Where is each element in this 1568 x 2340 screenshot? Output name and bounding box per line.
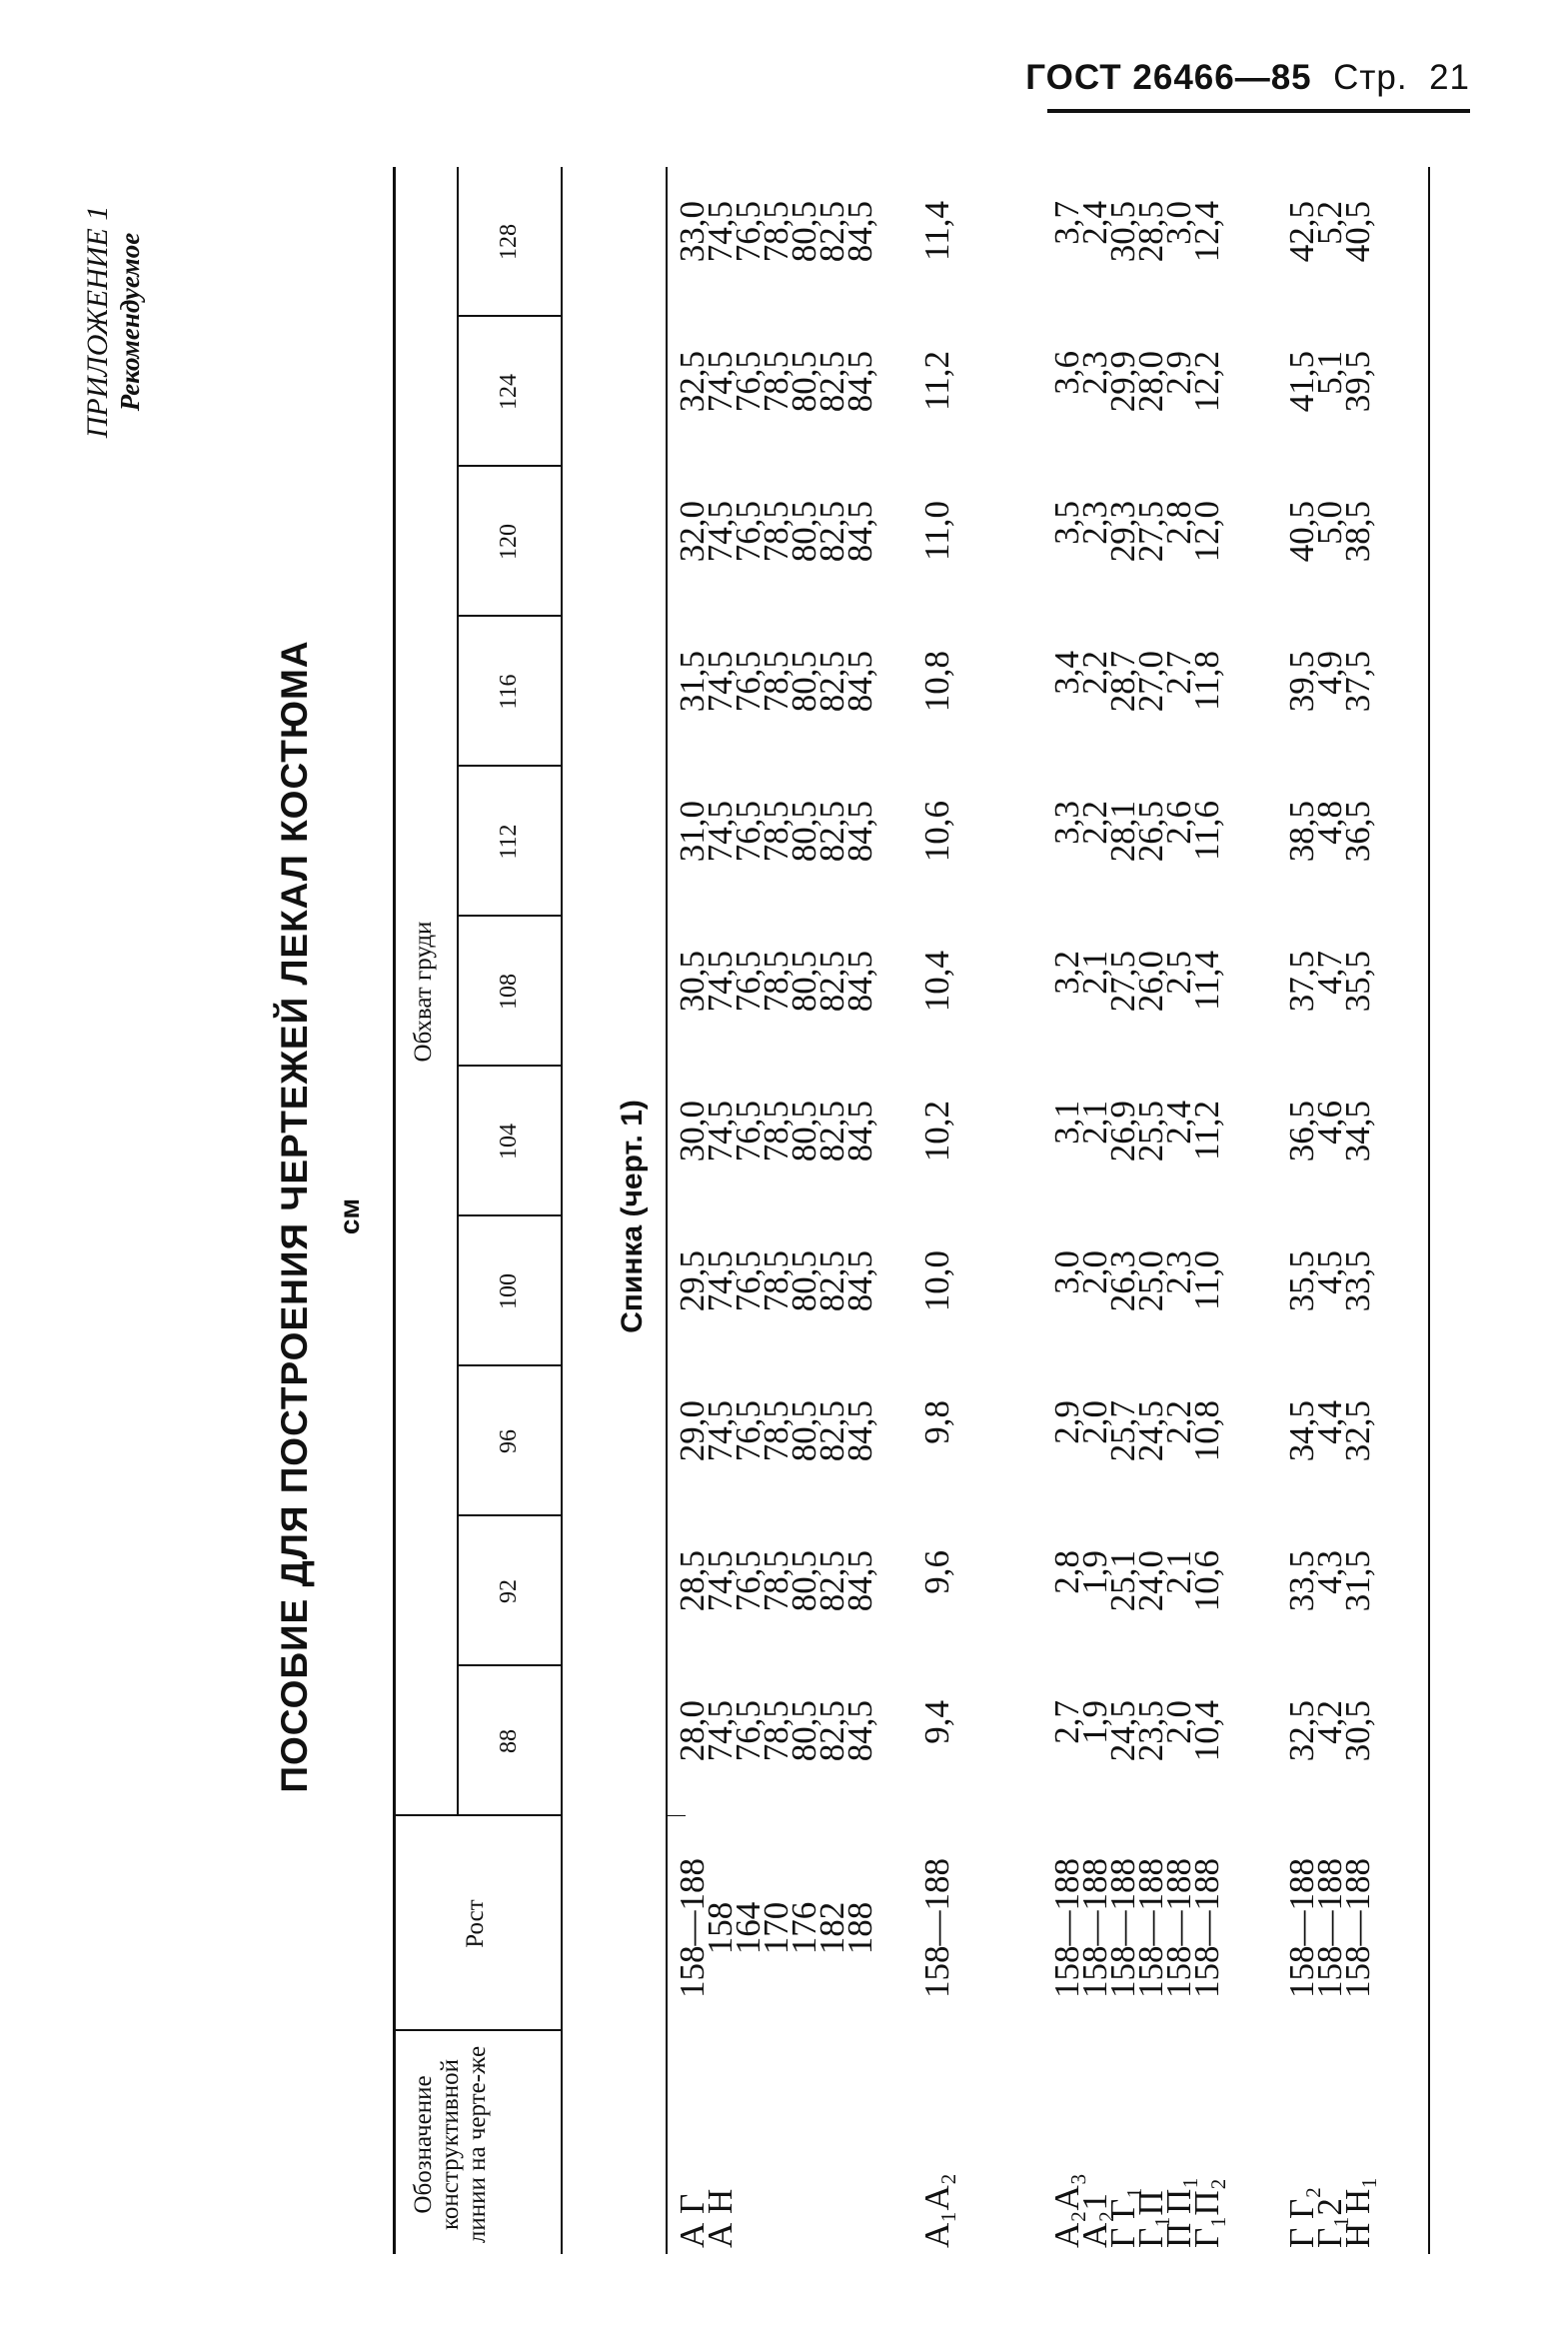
size-divider — [459, 1065, 563, 1067]
table-cell: 78,5 — [757, 501, 795, 563]
table-cell: 33,5 — [1338, 1250, 1377, 1312]
table-cell: 82,5 — [812, 1400, 851, 1462]
table-cell: 25,7 — [1103, 1400, 1142, 1462]
table-cell: 29,3 — [1103, 501, 1142, 563]
table-cell: 2,2 — [1075, 801, 1114, 845]
table-cell: 10,2 — [917, 1101, 956, 1163]
table-cell: 2,2 — [1075, 651, 1114, 695]
table-cell: 80,5 — [784, 1400, 823, 1462]
table-cell: 11,4 — [1187, 951, 1226, 1011]
size-header-96: 96 — [496, 1429, 522, 1453]
table-top-rule — [393, 167, 396, 2254]
table-cell: 82,5 — [812, 501, 851, 563]
table-cell: 11,0 — [917, 501, 956, 561]
size-divider — [459, 915, 563, 917]
height-value: 182 — [812, 1901, 851, 1955]
table-cell: 3,3 — [1047, 801, 1086, 845]
table-cell: 78,5 — [757, 351, 795, 413]
line-designation: Н Н₁ — [1338, 2176, 1377, 2248]
table-cell: 74,5 — [701, 1400, 740, 1462]
table-cell: 28,7 — [1103, 651, 1142, 713]
table-cell: 12,2 — [1187, 351, 1226, 413]
table-cell: 74,5 — [701, 951, 740, 1013]
table-cell: 30,5 — [1103, 201, 1142, 263]
appendix-label — [82, 172, 146, 472]
table-cell: 4,8 — [1310, 801, 1349, 845]
table-cell: 10,0 — [917, 1250, 956, 1312]
table-cell: 32,5 — [1282, 1700, 1321, 1762]
table-cell: 84,5 — [840, 201, 879, 263]
size-divider — [459, 765, 563, 767]
table-cell: 80,5 — [784, 1550, 823, 1612]
height-value: 158—188 — [673, 1858, 712, 1998]
table-cell: 84,5 — [840, 1400, 879, 1462]
table-cell: 29,9 — [1103, 351, 1142, 413]
table-cell: 11,0 — [1187, 1250, 1226, 1310]
table-cell: 80,5 — [784, 201, 823, 263]
table-cell: 82,5 — [812, 1700, 851, 1762]
table-cell: 26,9 — [1103, 1101, 1142, 1163]
line-designation: Г Г₂ — [1282, 2186, 1321, 2248]
line-designation: Г Г₁ — [1103, 2186, 1142, 2248]
line-designation: П П₁ — [1159, 2176, 1198, 2248]
table-cell: 32,5 — [673, 351, 712, 413]
table-cell: 3,7 — [1047, 201, 1086, 245]
height-value: 158—188 — [1282, 1858, 1321, 1998]
size-divider — [459, 1214, 563, 1216]
table-cell: 39,5 — [1282, 651, 1321, 713]
height-value: 158—188 — [1338, 1858, 1377, 1998]
height-value: 164 — [729, 1901, 768, 1955]
table-cell: 78,5 — [757, 1400, 795, 1462]
table-cell: 76,5 — [729, 501, 768, 563]
table-cell: 80,5 — [784, 1700, 823, 1762]
table-cell: 32,0 — [673, 501, 712, 563]
size-divider — [459, 1514, 563, 1516]
size-header-112: 112 — [496, 824, 522, 860]
table-cell: 36,5 — [1338, 801, 1377, 863]
table-header-rule — [561, 167, 563, 2254]
table-cell: 3,1 — [1047, 1101, 1086, 1145]
table-cell: 10,4 — [917, 951, 956, 1013]
table-cell: 30,5 — [673, 951, 712, 1013]
height-value: 158—188 — [1075, 1858, 1114, 1998]
table-cell: 39,5 — [1338, 351, 1377, 413]
size-divider — [459, 615, 563, 617]
table-cell: 76,5 — [729, 1400, 768, 1462]
table-cell: 34,5 — [1282, 1400, 1321, 1462]
table-cell: 38,5 — [1338, 501, 1377, 563]
height-value: 176 — [784, 1901, 823, 1955]
table-cell: 28,5 — [673, 1550, 712, 1612]
line-designation: Г₁2 — [1310, 2198, 1349, 2248]
table-cell: 31,0 — [673, 801, 712, 863]
table-cell: 76,5 — [729, 1700, 768, 1762]
size-header-92: 92 — [496, 1579, 522, 1603]
size-divider — [459, 1364, 563, 1366]
table-cell: 4,7 — [1310, 951, 1349, 995]
table-cell: 5,1 — [1310, 351, 1349, 395]
table-cell: 2,9 — [1047, 1400, 1086, 1444]
line-designation: А₂А₃ — [1047, 2173, 1086, 2248]
table-cell: 76,5 — [729, 1101, 768, 1163]
table-cell: 78,5 — [757, 801, 795, 863]
table-cell: 84,5 — [840, 951, 879, 1013]
table-cell: 78,5 — [757, 201, 795, 263]
height-value: 158—188 — [1310, 1858, 1349, 1998]
table-cell: 84,5 — [840, 1550, 879, 1612]
table-cell: 2,3 — [1159, 1250, 1198, 1294]
appendix-title: ПРИЛОЖЕНИЕ 1 — [81, 205, 114, 439]
table-cell: 34,5 — [1338, 1101, 1377, 1163]
table-cell: 76,5 — [729, 351, 768, 413]
table-cell: 5,0 — [1310, 501, 1349, 545]
table-cell: 28,5 — [1131, 201, 1170, 263]
table-cell: 4,6 — [1310, 1101, 1349, 1145]
table-cell: 2,0 — [1075, 1250, 1114, 1294]
table-cell: 2,7 — [1159, 651, 1198, 695]
height-value: 188 — [840, 1901, 879, 1955]
table-cell: 2,1 — [1075, 1101, 1114, 1145]
size-divider — [459, 1664, 563, 1666]
column-header-height: Рост — [462, 1899, 489, 1948]
table-cell: 78,5 — [757, 1101, 795, 1163]
size-divider — [459, 465, 563, 467]
table-cell: 82,5 — [812, 201, 851, 263]
table-cell: 12,0 — [1187, 501, 1226, 563]
table-cell: 82,5 — [812, 801, 851, 863]
table-cell: 10,6 — [1187, 1550, 1226, 1612]
table-cell: 2,8 — [1047, 1550, 1086, 1594]
section-top-rule — [666, 167, 668, 2254]
size-header-124: 124 — [496, 374, 522, 410]
height-value: 158—188 — [1187, 1858, 1226, 1998]
table-cell: 3,6 — [1047, 351, 1086, 395]
table-cell: 2,4 — [1075, 201, 1114, 245]
table-cell: 25,0 — [1131, 1250, 1170, 1312]
table-cell: 2,3 — [1075, 501, 1114, 545]
table-cell: 4,4 — [1310, 1400, 1349, 1444]
designation-height-divider — [393, 2029, 563, 2031]
table-cell: 4,3 — [1310, 1550, 1349, 1594]
size-header-116: 116 — [496, 674, 522, 710]
table-cell: 2,3 — [1075, 351, 1114, 395]
table-cell: 4,9 — [1310, 651, 1349, 695]
table-cell: 38,5 — [1282, 801, 1321, 863]
table-cell: 2,0 — [1075, 1400, 1114, 1444]
table-cell: 37,5 — [1338, 651, 1377, 713]
table-cell: 74,5 — [701, 1250, 740, 1312]
table-cell: 78,5 — [757, 1550, 795, 1612]
table-cell: 42,5 — [1282, 201, 1321, 263]
table-cell: 33,5 — [1282, 1550, 1321, 1612]
table-cell: 80,5 — [784, 351, 823, 413]
size-header-108: 108 — [496, 974, 522, 1010]
height-value: 158—188 — [917, 1858, 956, 1998]
header-rule — [1047, 109, 1470, 113]
column-header-designation: Обозначение конструктивной линии на черте-же — [410, 2045, 491, 2244]
table-cell: 24,0 — [1131, 1550, 1170, 1612]
page-label: Стр. — [1333, 58, 1408, 97]
table-cell: 4,2 — [1310, 1700, 1349, 1744]
table-cell: 80,5 — [784, 651, 823, 713]
table-cell: 31,5 — [1338, 1550, 1377, 1612]
table-cell: 35,5 — [1282, 1250, 1321, 1312]
table-cell: 2,7 — [1047, 1700, 1086, 1744]
table-cell: 80,5 — [784, 951, 823, 1013]
table-cell: 78,5 — [757, 651, 795, 713]
line-designation: А₁А₂ — [917, 2173, 956, 2248]
table-cell: 76,5 — [729, 1550, 768, 1612]
table-cell: 1,9 — [1075, 1700, 1114, 1744]
table-cell: 82,5 — [812, 651, 851, 713]
page-number: 21 — [1429, 58, 1470, 97]
table-cell: 74,5 — [701, 801, 740, 863]
line-designation: А Г — [673, 2193, 712, 2248]
table-cell: 76,5 — [729, 801, 768, 863]
table-cell: 2,8 — [1159, 501, 1198, 545]
table-cell: 2,1 — [1159, 1550, 1198, 1594]
table-cell: 1,9 — [1075, 1550, 1114, 1594]
table-cell: 80,5 — [784, 501, 823, 563]
table-cell: 32,5 — [1338, 1400, 1377, 1462]
table-cell: 4,5 — [1310, 1250, 1349, 1294]
table-cell: 29,0 — [673, 1400, 712, 1462]
table-cell: 78,5 — [757, 1250, 795, 1312]
line-designation: Г₁П — [1131, 2190, 1170, 2248]
table-cell: 28,0 — [1131, 351, 1170, 413]
table-cell: 78,5 — [757, 951, 795, 1013]
table-cell: 78,5 — [757, 1700, 795, 1762]
table-cell: 26,0 — [1131, 951, 1170, 1013]
size-header-120: 120 — [496, 524, 522, 560]
table-cell: 80,5 — [784, 801, 823, 863]
page-header — [1025, 58, 1470, 98]
table-cell: 26,5 — [1131, 801, 1170, 863]
table-cell: 74,5 — [701, 1550, 740, 1612]
line-designation: Г₁П₂ — [1187, 2178, 1226, 2248]
table-cell: 2,1 — [1075, 951, 1114, 995]
height-value: 158—188 — [1103, 1858, 1142, 1998]
table-cell: 10,8 — [1187, 1400, 1226, 1462]
table-cell: 3,2 — [1047, 951, 1086, 995]
table-cell: 40,5 — [1282, 501, 1321, 563]
table-cell: 26,3 — [1103, 1250, 1142, 1312]
table-cell: 9,8 — [917, 1400, 956, 1444]
table-cell: 29,5 — [673, 1250, 712, 1312]
line-designation: А Н — [701, 2188, 740, 2248]
height-value: 170 — [757, 1901, 795, 1955]
table-cell: 28,0 — [673, 1700, 712, 1762]
section-title: Спинка (черт. 1) — [616, 1100, 649, 1333]
table-cell: 11,2 — [1187, 1101, 1226, 1161]
table-cell: 24,5 — [1131, 1400, 1170, 1462]
table-cell: 3,5 — [1047, 501, 1086, 545]
table-cell: 5,2 — [1310, 201, 1349, 245]
table-cell: 2,5 — [1159, 951, 1198, 995]
table-cell: 80,5 — [784, 1101, 823, 1163]
height-value: 158—188 — [1131, 1858, 1170, 1998]
size-header-88: 88 — [496, 1729, 522, 1753]
table-cell: 82,5 — [812, 351, 851, 413]
table-cell: 25,5 — [1131, 1101, 1170, 1163]
table-cell: 2,2 — [1159, 1400, 1198, 1444]
size-divider — [459, 315, 563, 317]
table-cell: 74,5 — [701, 351, 740, 413]
table-cell: 40,5 — [1338, 201, 1377, 263]
table-cell: 28,1 — [1103, 801, 1142, 863]
table-cell: 82,5 — [812, 1101, 851, 1163]
table-cell: 3,0 — [1047, 1250, 1086, 1294]
table-cell: 84,5 — [840, 351, 879, 413]
table-cell: 74,5 — [701, 1700, 740, 1762]
table-cell: 27,0 — [1131, 651, 1170, 713]
size-header-128: 128 — [496, 224, 522, 260]
table-cell: 84,5 — [840, 651, 879, 713]
table-cell: 76,5 — [729, 201, 768, 263]
table-cell: 2,0 — [1159, 1700, 1198, 1744]
table-cell: 12,4 — [1187, 201, 1226, 263]
table-cell: 23,5 — [1131, 1700, 1170, 1762]
table-cell: 84,5 — [840, 1250, 879, 1312]
table-cell: 24,5 — [1103, 1700, 1142, 1762]
table-cell: 30,5 — [1338, 1700, 1377, 1762]
table-cell: 11,8 — [1187, 651, 1226, 711]
rotated-page-content — [64, 157, 1453, 2276]
table-cell: 82,5 — [812, 1550, 851, 1612]
column-header-chest-group: Обхват груди — [410, 921, 437, 1063]
table-cell: 11,4 — [917, 201, 956, 261]
document-title: ПОСОБИЕ ДЛЯ ПОСТРОЕНИЯ ЧЕРТЕЖЕЙ ЛЕКАЛ КОСТЮМА — [274, 640, 315, 1793]
appendix-subtitle: Рекомендуемое — [115, 232, 145, 412]
size-header-100: 100 — [496, 1273, 522, 1309]
table-cell: 3,0 — [1159, 201, 1198, 245]
table-cell: 74,5 — [701, 201, 740, 263]
table-cell: 10,4 — [1187, 1700, 1226, 1762]
table-cell: 84,5 — [840, 1101, 879, 1163]
height-value: 158 — [701, 1901, 740, 1955]
table-cell: 25,1 — [1103, 1550, 1142, 1612]
table-cell: 11,6 — [1187, 801, 1226, 861]
table-cell: 33,0 — [673, 201, 712, 263]
table-cell: 2,9 — [1159, 351, 1198, 395]
table-cell: 2,4 — [1159, 1101, 1198, 1145]
height-value: 158—188 — [1159, 1858, 1198, 1998]
size-header-104: 104 — [496, 1124, 522, 1160]
table-cell: 37,5 — [1282, 951, 1321, 1013]
table-cell: 10,8 — [917, 651, 956, 713]
unit-label: см — [334, 1197, 365, 1235]
table-cell: 27,5 — [1131, 501, 1170, 563]
table-cell: 2,6 — [1159, 801, 1198, 845]
table-cell: 84,5 — [840, 1700, 879, 1762]
table-cell: 3,4 — [1047, 651, 1086, 695]
table-cell: 41,5 — [1282, 351, 1321, 413]
section-bottom-rule — [1428, 167, 1430, 2254]
table-cell: 27,5 — [1103, 951, 1142, 1013]
table-cell: 36,5 — [1282, 1101, 1321, 1163]
table-cell: 84,5 — [840, 801, 879, 863]
line-designation: А₂1 — [1075, 2193, 1114, 2248]
standard-number: ГОСТ 26466—85 — [1025, 58, 1312, 97]
table-cell: 76,5 — [729, 1250, 768, 1312]
table-cell: 82,5 — [812, 1250, 851, 1312]
table-cell: 9,6 — [917, 1550, 956, 1594]
table-cell: 31,5 — [673, 651, 712, 713]
table-cell: 76,5 — [729, 651, 768, 713]
table-cell: 9,4 — [917, 1700, 956, 1744]
table-cell: 76,5 — [729, 951, 768, 1013]
table-cell: 74,5 — [701, 501, 740, 563]
table-cell: 35,5 — [1338, 951, 1377, 1013]
table-cell: 11,2 — [917, 351, 956, 411]
table-cell: 30,0 — [673, 1101, 712, 1163]
table-cell: 82,5 — [812, 951, 851, 1013]
height-value: 158—188 — [1047, 1858, 1086, 1998]
table-cell: 10,6 — [917, 801, 956, 863]
table-cell: 84,5 — [840, 501, 879, 563]
table-cell: 74,5 — [701, 1101, 740, 1163]
table-cell: 74,5 — [701, 651, 740, 713]
table-cell: 80,5 — [784, 1250, 823, 1312]
chest-group-rule — [457, 167, 459, 1816]
